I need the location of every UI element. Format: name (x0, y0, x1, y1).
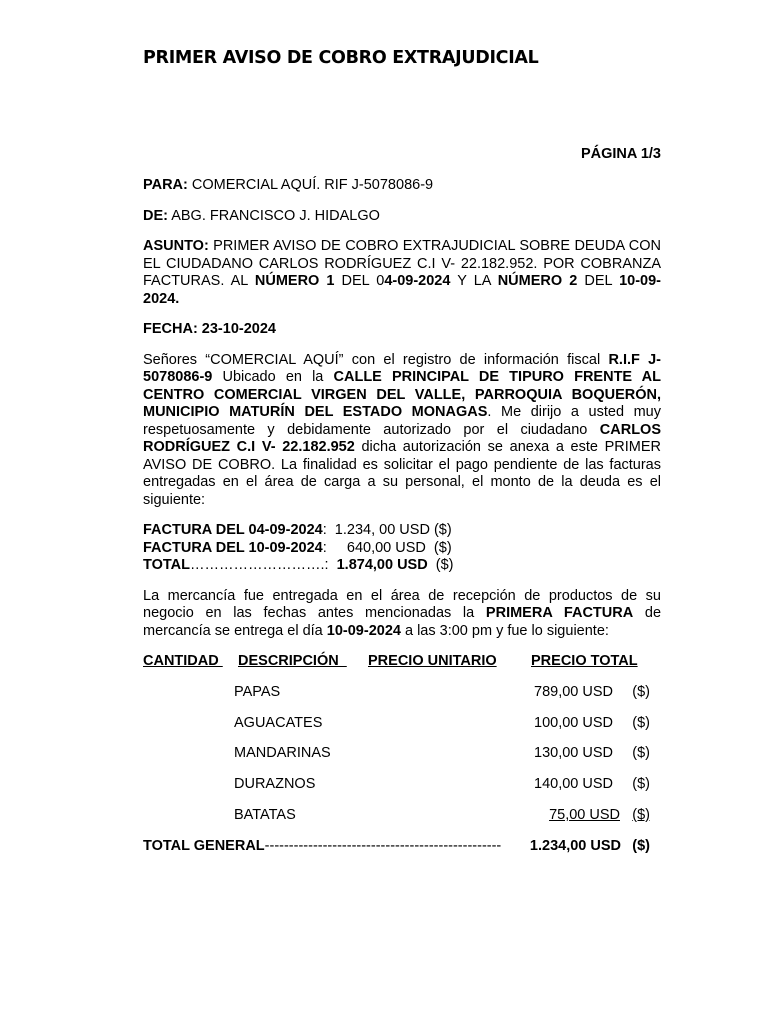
table-row (143, 776, 661, 796)
intro-paragraph (143, 352, 661, 510)
fecha: FECHA: 23-10-2024 (143, 321, 276, 337)
intro-bold: CALLE PRINCIPAL DE TIPURO FRENTE AL CENTRO COMERCIAL VIRGEN DEL VALLE, PARROQUIA BOQUERÓN, MUNICIPIO MATURÍN DEL ESTADO MONAGAS (143, 369, 662, 420)
total-general-label: TOTAL GENERAL (143, 838, 265, 854)
para-line (143, 177, 661, 195)
intro-bold: R.I.F J-5078086-9 (143, 351, 662, 385)
item-description: PAPAS (234, 684, 281, 700)
asunto-bold: NÚMERO 1 (254, 273, 335, 289)
item-price: 140,00 USD (534, 776, 613, 792)
total-general-currency: ($) (632, 838, 650, 854)
item-currency: ($) (632, 715, 650, 731)
mercancia-text: de mercancía se entrega el día (143, 605, 662, 639)
para-value: COMERCIAL AQUÍ. RIF J-5078086-9 (191, 177, 434, 193)
asunto-paragraph (143, 238, 661, 308)
intro-text: . Me dirijo a usted muy respetuosamente y debidamente autorizado por el ciudadano (143, 404, 661, 438)
facturas-block (143, 522, 661, 575)
item-price: 100,00 USD (534, 715, 613, 731)
intro-text: dicha autorización se anexa a este PRIMER AVISO DE COBRO. La finalidad es solicitar el pago pendiente de las facturas entregadas en el área de carga a su personal, el monto de la deuda es el siguiente: (143, 439, 662, 508)
item-description: DURAZNOS (234, 776, 316, 792)
mercancia-paragraph (143, 588, 661, 641)
asunto-text: PRIMER AVISO DE COBRO EXTRAJUDICIAL SOBRE DEUDA CON EL CIUDADANO CARLOS RODRÍGUEZ C.I V- 22.182.952. POR COBRANZA FACTURAS. AL (143, 238, 661, 289)
intro-text: Ubicado en la (222, 369, 324, 385)
asunto-text: DEL 0 (341, 273, 385, 289)
total-general-dashes: ------------------------------------------------- (264, 838, 502, 854)
table-row (143, 684, 661, 704)
table-row (143, 807, 661, 827)
de-line (143, 208, 661, 226)
item-currency: ($) (632, 684, 650, 700)
factura-line (143, 540, 661, 558)
page-number: PÁGINA 1/3 (580, 146, 661, 162)
total-line (143, 557, 661, 575)
header-descripcion: DESCRIPCIÓN (238, 653, 347, 669)
asunto-label: ASUNTO: (143, 238, 209, 254)
item-currency: ($) (632, 807, 650, 823)
total-currency: ($) (435, 557, 454, 573)
header-precio-total: PRECIO TOTAL (531, 653, 638, 669)
factura-sep: : (322, 522, 335, 538)
factura-amount: 640,00 USD ($) (346, 539, 452, 556)
document-title: PRIMER AVISO DE COBRO EXTRAJUDICIAL (143, 48, 539, 68)
total-general-amount: 1.234,00 USD (529, 838, 621, 854)
mercancia-bold: PRIMERA FACTURA (485, 605, 634, 621)
header-cantidad: CANTIDAD (143, 653, 223, 669)
total-label: TOTAL (143, 557, 190, 573)
mercancia-text: La mercancía fue entregada en el área de recepción de productos de su negocio en las fechas antes mencionadas la (143, 587, 661, 621)
item-currency: ($) (632, 776, 650, 792)
de-label: DE: (143, 207, 168, 224)
document-body (143, 177, 661, 853)
item-description: AGUACATES (234, 715, 323, 731)
factura-sep: : (322, 539, 347, 556)
para-label: PARA: (143, 177, 188, 193)
item-description: MANDARINAS (234, 745, 331, 761)
item-price: 789,00 USD (534, 684, 613, 700)
item-price: 130,00 USD (534, 745, 613, 761)
items-table (143, 653, 661, 853)
factura-label: FACTURA DEL 04-09-2024 (143, 522, 323, 538)
factura-label: FACTURA DEL 10-09-2024 (143, 539, 323, 556)
total-general-row (143, 838, 661, 858)
header-precio-unitario: PRECIO UNITARIO (368, 653, 497, 669)
de-value: ABG. FRANCISCO J. HIDALGO (171, 207, 380, 224)
table-row (143, 715, 661, 735)
item-price: 75,00 USD (549, 807, 620, 823)
asunto-bold: 4-09-2024 (384, 273, 451, 289)
factura-amount: 1.234, 00 USD ($) (334, 522, 452, 538)
intro-bold: CARLOS RODRÍGUEZ C.I V- 22.182.952 (143, 421, 662, 455)
item-description: BATATAS (234, 807, 296, 823)
factura-line (143, 522, 661, 540)
mercancia-bold: 10-09-2024 (326, 622, 401, 639)
asunto-text: Y LA (457, 273, 491, 289)
total-dots: ……………………….: (189, 557, 329, 573)
asunto-bold: NÚMERO 2 (497, 273, 578, 289)
fecha-line (143, 321, 661, 339)
asunto-text: DEL (584, 273, 613, 289)
intro-text: Señores “COMERCIAL AQUÍ” con el registro de información fiscal (143, 351, 601, 368)
total-amount: 1.874,00 USD (336, 557, 428, 573)
item-currency: ($) (632, 745, 650, 761)
total-general (143, 838, 501, 856)
asunto-bold: 10-09-2024. (143, 273, 661, 307)
mercancia-text: a las 3:00 pm y fue lo siguiente: (404, 622, 609, 639)
table-row (143, 745, 661, 765)
